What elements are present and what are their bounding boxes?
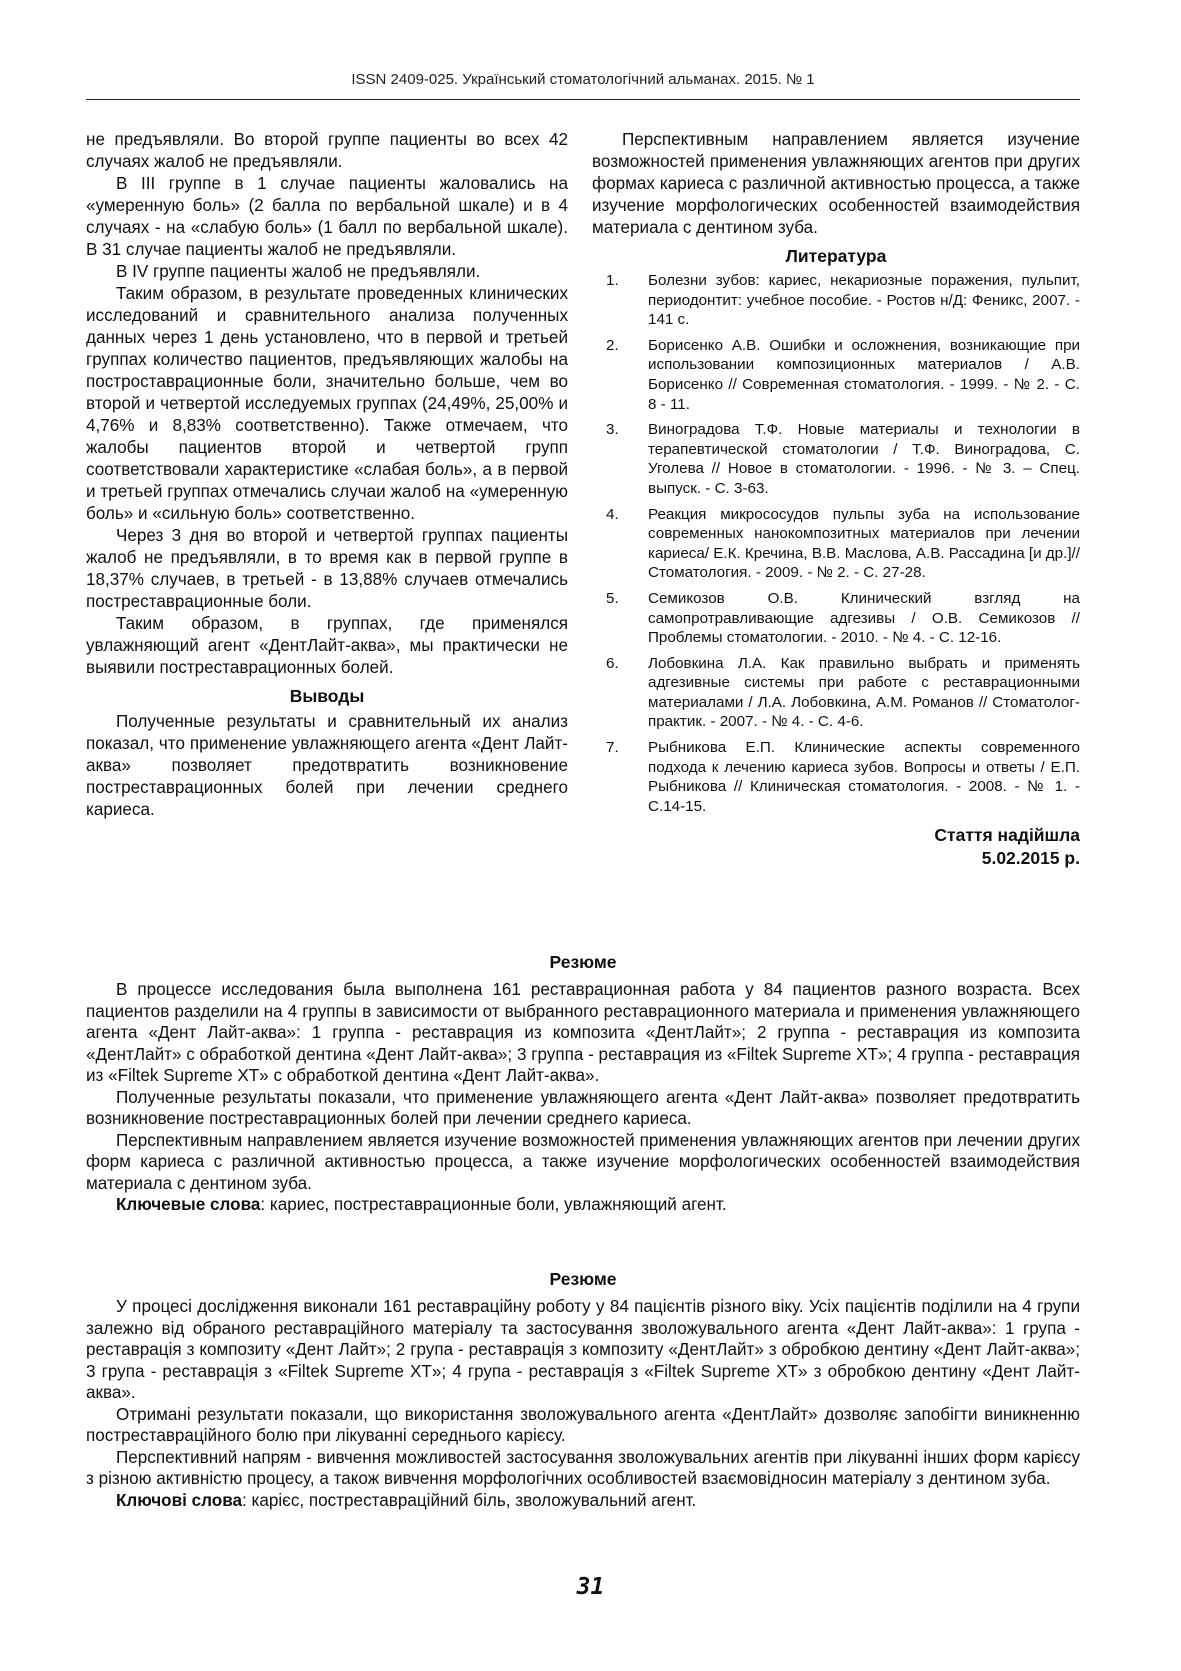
keywords-line: [86, 1194, 1080, 1216]
reference-item: [592, 738, 1080, 816]
keywords-text: : карієс, постреставраційний біль, зволожувальний агент.: [241, 1490, 697, 1510]
reference-item: [592, 336, 1080, 414]
summary-paragraph: У процесі дослідження виконали 161 реставраційну роботу у 84 пацієнтів різного віку. Усіх пацієнтів поділили на 4 групи залежно від обраного реставраційного матеріалу та застосування зволожувального агента «Дент Лайт-аква»: 1 група - реставрація з композиту «Дент Лайт»; 2 група - реставрація з композиту «ДентЛайт» з обробкою дентину «Дент Лайт-аква»; 3 група - реставрація з «Filtek Supreme XT»; 4 група - реставрація з «Filtek Supreme XT» з обробкою дентину «Дент Лайт-аква».: [86, 1297, 1080, 1402]
reference-text: Виноградова Т.Ф. Новые материалы и технологии в терапевтической стоматологии / Т.Ф. Виноградова, С. Уголева // Новое в стоматологии. - 1996. - № 3. – Спец. выпуск. - С. 3-63.: [648, 421, 1080, 497]
reference-text: Рыбникова Е.П. Клинические аспекты современного подхода к лечению кариеса зубов. Вопросы и ответы / Е.П. Рыбникова // Клиническая стоматология. - 2008. - № 1. - С.14-15.: [648, 739, 1080, 815]
reference-number: 5.: [606, 589, 619, 607]
summary-heading: Резюме: [549, 1269, 617, 1289]
header-rule: [86, 99, 1080, 100]
received-note: [592, 824, 1080, 870]
reference-text: Реакция микрососудов пульпы зуба на использование современных нанокомпозитных материалов при лечении кариеса/ Е.К. Кречина, В.В. Маслова, А.В. Рассадина [и др.]// Стоматология. - 2009. - № 2. - С. 27-28.: [648, 505, 1080, 582]
reference-item: [592, 589, 1080, 648]
summary-paragraph: Полученные результаты показали, что применение увлажняющего агента «Дент Лайт-аква» позволяет предотвратить возникновение постреставрационных болей при лечении среднего кариеса.: [86, 1087, 1080, 1128]
right-column: [592, 129, 1080, 870]
conclusions-heading: Выводы: [289, 686, 365, 706]
keywords-line: [86, 1490, 1080, 1512]
running-header: ISSN 2409-025. Український стоматологічний альманах. 2015. № 1: [351, 71, 815, 88]
left-column: [86, 129, 568, 821]
reference-text: Лобовкина Л.А. Как правильно выбрать и применять адгезивные системы при работе с реставрационными материалами / Л.А. Лобовкина, А.М. Романов // Стоматолог-практик. - 2007. - № 4. - С. 4-6.: [648, 654, 1080, 731]
page-number: 31: [576, 1574, 605, 1600]
reference-number: 4.: [606, 505, 619, 523]
body-paragraph: В III группе в 1 случае пациенты жаловались на «умеренную боль» (2 балла по вербальной шкале) и в 4 случаях - на «слабую боль» (1 балл по вербальной шкале). В 31 случае пациенты жалоб не предъявляли.: [86, 174, 568, 259]
summary-ukrainian: [86, 1268, 1080, 1511]
reference-number: 2.: [606, 336, 619, 354]
summary-paragraph: В процессе исследования была выполнена 161 реставрационная работа у 84 пациентов разного возраста. Всех пациентов разделили на 4 группы в зависимости от выбранного реставрационного материала и применения увлажняющего агента «Дент Лайт-аква»: 1 группа - реставрация из композита «ДентЛайт»; 2 группа - реставрация из композита «ДентЛайт» с обработкой дентина «Дент Лайт-аква»; 3 группа - реставрация из «Filtek Supreme XT»; 4 группа - реставрация из «Filtek Supreme XT» с обработкой дентина «Дент Лайт-аква».: [86, 980, 1080, 1085]
keywords-label: Ключові слова: [116, 1490, 242, 1510]
reference-text: Семикозов О.В. Клинический взгляд на самопротравливающие адгезивы / О.В. Семикозов // Проблемы стоматологии. - 2010. - № 4. - С. 12-16.: [648, 589, 1080, 647]
reference-text: Борисенко А.В. Ошибки и осложнения, возникающие при использовании композиционных материалов / А.В. Борисенко // Современная стоматология. - 1999. - № 2. - С. 8 - 11.: [648, 336, 1080, 413]
summary-paragraph: Отримані результати показали, що використання зволожувального агента «ДентЛайт» дозволяє запобігти виникненню постреставраційного болю при лікуванні середнього карієсу.: [86, 1404, 1080, 1445]
body-paragraph: Перспективным направлением является изучение возможностей применения увлажняющих агентов при других формах кариеса с различной активностью процесса, а также изучение морфологических особенностей взаимодействия материала с дентином зуба.: [592, 130, 1080, 237]
summary-russian: [86, 951, 1080, 1216]
reference-item: [592, 271, 1080, 330]
references-heading: Литература: [785, 246, 887, 266]
reference-number: 1.: [606, 272, 619, 289]
keywords-label: Ключевые слова: [116, 1195, 261, 1214]
reference-item: [592, 654, 1080, 732]
received-date: 5.02.2015 р.: [981, 848, 1080, 869]
reference-number: 3.: [606, 421, 619, 439]
reference-item: [592, 420, 1080, 498]
received-label: Стаття надійшла: [934, 825, 1080, 846]
summary-paragraph: Перспективний напрям - вивчення можливостей застосування зволожувальних агентів при лікуванні інших форм карієсу з різною активністю процесу, а також вивчення морфологічних особливостей взаємовідносин матеріалу з дентином зуба.: [86, 1447, 1080, 1488]
reference-item: [592, 505, 1080, 583]
references-list: [592, 271, 1080, 816]
body-paragraph: Через 3 дня во второй и четвертой группах пациенты жалоб не предъявляли, в то время как в первой группе в 18,37% случаев, в третьей - в 13,88% случаев отмечались постреставрационные боли.: [86, 526, 568, 611]
body-paragraph: Таким образом, в результате проведенных клинических исследований и сравнительного анализа полученных данных через 1 день установлено, что в первой и третьей группах количество пациентов, предъявляющих жалобы на построставрационные боли, значительно больше, чем во второй и четвертой исследуемых группах (24,49%, 25,00% и 4,76% и 8,83% соответственно). Также отмечаем, что жалобы пациентов второй и четвертой групп соответствовали характеристике «слабая боль», а в первой и третьей группах отмечались случаи жалоб на «умеренную боль» и «сильную боль» соответственно.: [86, 284, 568, 523]
conclusions-paragraph: Полученные результаты и сравнительный их анализ показал, что применение увлажняющего агента «Дент Лайт-аква» позволяет предотвратить возникновение постреставрационных болей при лечении среднего кариеса.: [86, 712, 568, 819]
summary-paragraph: Перспективным направлением является изучение возможностей применения увлажняющих агентов при лечении других форм кариеса с различной активностью процесса, а также изучение морфологических особенностей взаимодействия материала с дентином зуба.: [86, 1130, 1080, 1193]
reference-text: Болезни зубов: кариес, некариозные поражения, пульпит, периодонтит: учебное пособие. - Ростов н/Д: Феникс, 2007. - 141 с.: [648, 272, 1080, 329]
reference-number: 7.: [606, 739, 619, 757]
body-paragraph: не предъявляли. Во второй группе пациенты во всех 42 случаях жалоб не предъявляли.: [86, 130, 568, 171]
reference-number: 6.: [606, 654, 619, 672]
keywords-text: : кариес, постреставрационные боли, увлажняющий агент.: [260, 1195, 727, 1214]
summary-heading: Резюме: [549, 952, 617, 972]
body-paragraph: В IV группе пациенты жалоб не предъявляли.: [116, 262, 481, 281]
body-paragraph: Таким образом, в группах, где применялся увлажняющий агент «ДентЛайт-аква», мы практически не выявили постреставрационных болей.: [86, 614, 568, 677]
